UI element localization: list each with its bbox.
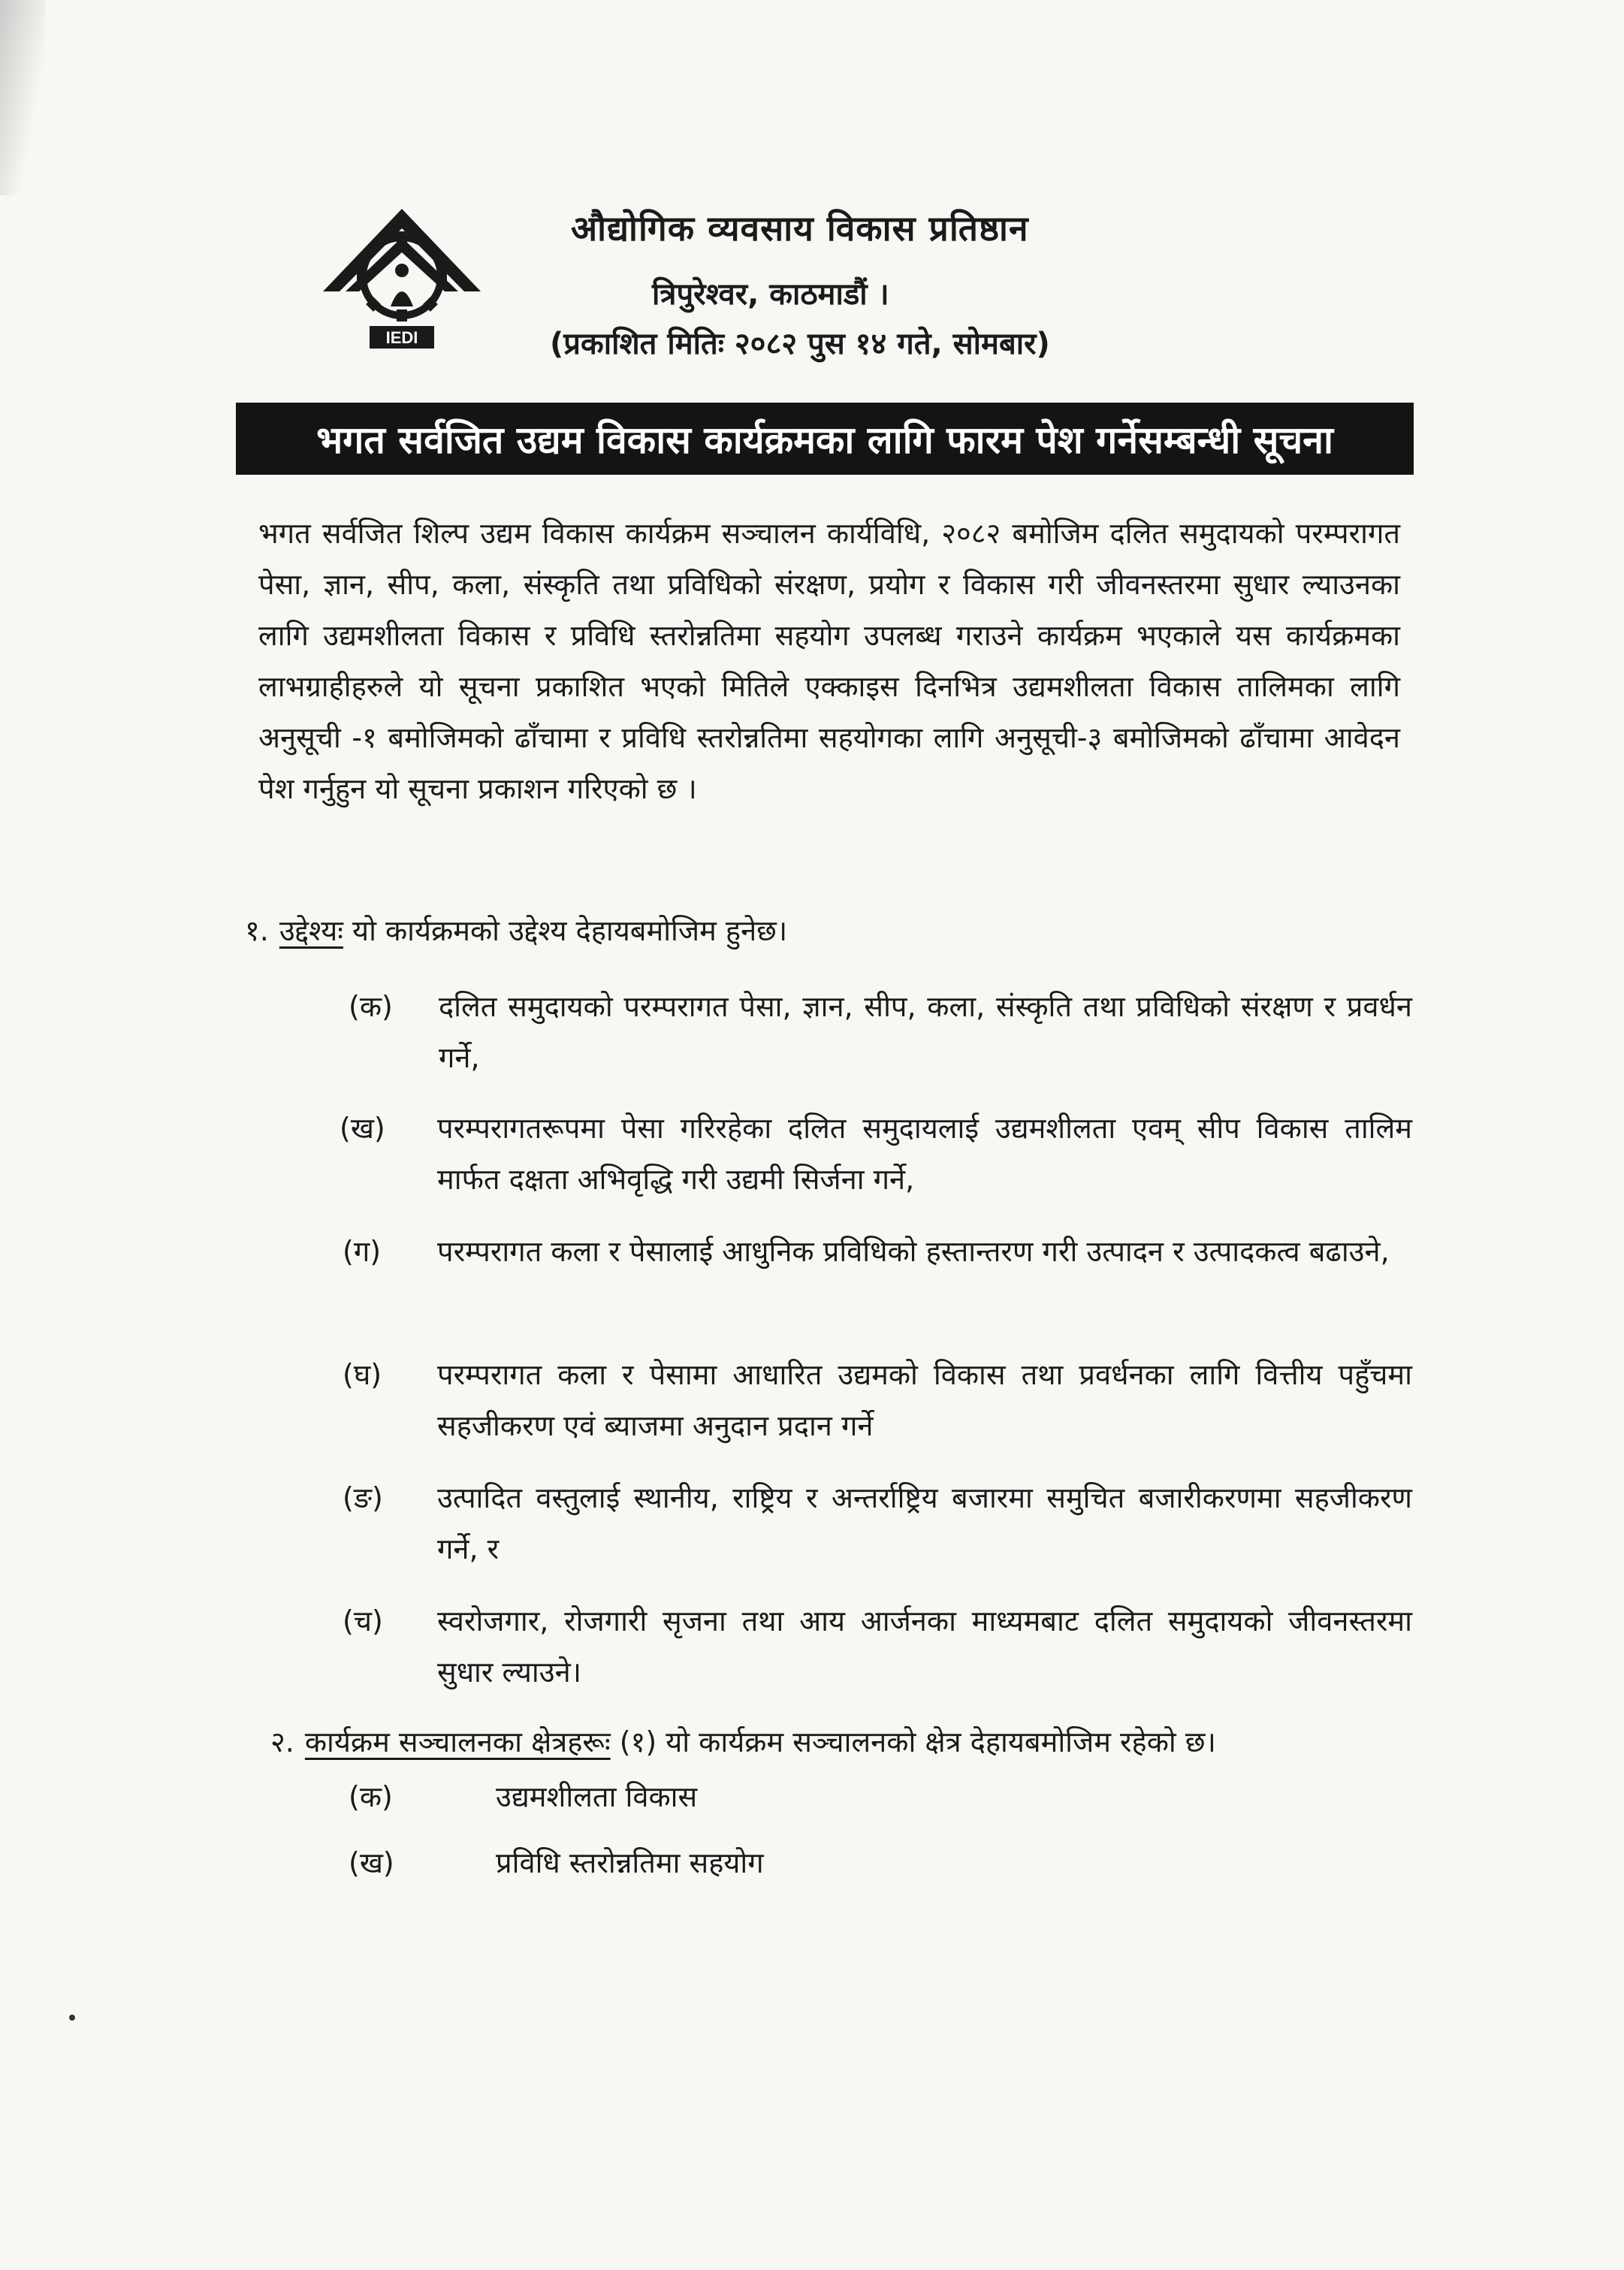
- list-item-marker: (घ): [343, 1358, 382, 1391]
- section-1-label: उद्देश्यः: [279, 914, 343, 947]
- list-item: [343, 1226, 1415, 1331]
- list-item-marker: (ख): [349, 1846, 394, 1879]
- page-fold-shadow: [0, 0, 45, 195]
- list-item-marker: (क): [349, 1780, 393, 1813]
- list-item: [349, 1837, 1025, 1890]
- section-1-heading: [245, 910, 787, 949]
- iedi-logo: [315, 201, 488, 359]
- list-item: [349, 1771, 1025, 1824]
- list-item-text: प्रविधि स्तरोन्नतिमा सहयोग: [496, 1846, 764, 1879]
- list-item: [340, 1103, 1415, 1208]
- logo-text: IEDI: [385, 328, 418, 347]
- section-1-number: १.: [245, 914, 269, 947]
- section-2-text: (१) यो कार्यक्रम सञ्चालनको क्षेत्र देहायबमोजिम रहेको छ।: [619, 1725, 1216, 1758]
- notice-title-banner: [236, 403, 1414, 475]
- organization-address: त्रिपुरेश्वर, काठमाडौं ।: [652, 277, 889, 312]
- list-item: [349, 981, 1415, 1086]
- list-item-marker: (क): [349, 990, 393, 1023]
- list-item-text: परम्परागतरूपमा पेसा गरिरहेका दलित समुदायलाई उद्यमशीलता एवम् सीप विकास तालिम मार्फत दक्षता अभिवृद्धि गरी उद्यमी सिर्जना गर्ने,: [437, 1112, 1412, 1196]
- section-1-text: यो कार्यक्रमको उद्देश्य देहायबमोजिम हुनेछ।: [352, 914, 788, 947]
- list-item-text: स्वरोजगार, रोजगारी सृजना तथा आय आर्जनका माध्यमबाट दलित समुदायको जीवनस्तरमा सुधार ल्याउने।: [437, 1604, 1412, 1689]
- iedi-logo-graphic: [315, 201, 488, 359]
- publication-date: (प्रकाशित मितिः २०८२ पुस १४ गते, सोमबार): [550, 327, 1050, 361]
- stray-mark: [69, 2015, 75, 2021]
- list-item-text: परम्परागत कला र पेसालाई आधुनिक प्रविधिको हस्तान्तरण गरी उत्पादन र उत्पादकत्व बढाउने,: [437, 1235, 1390, 1268]
- list-item-text: उत्पादित वस्तुलाई स्थानीय, राष्ट्रिय र अन्तर्राष्ट्रिय बजारमा समुचित बजारीकरणमा सहजीकरण गर्ने, र: [437, 1481, 1412, 1565]
- organization-name: औद्योगिक व्यवसाय विकास प्रतिष्ठान: [571, 208, 1029, 249]
- section-2-number: २.: [270, 1725, 294, 1758]
- list-item-text: उद्यमशीलता विकास: [496, 1780, 698, 1813]
- list-item-text: परम्परागत कला र पेसामा आधारित उद्यमको विकास तथा प्रवर्धनका लागि वित्तीय पहुँचमा सहजीकरण एवं ब्याजमा अनुदान प्रदान गर्ने: [437, 1358, 1412, 1442]
- notice-title: भगत सर्वजित उद्यम विकास कार्यक्रमका लागि फारम पेश गर्नेसम्बन्धी सूचना: [316, 418, 1333, 462]
- section-2-label: कार्यक्रम सञ्चालनका क्षेत्रहरूः: [304, 1725, 611, 1758]
- list-item: [343, 1472, 1415, 1577]
- list-item-marker: (च): [343, 1604, 383, 1638]
- section-2-heading: [270, 1722, 1412, 1761]
- list-item: [343, 1349, 1415, 1454]
- intro-paragraph: भगत सर्वजित शिल्प उद्यम विकास कार्यक्रम सञ्चालन कार्यविधि, २०८२ बमोजिम दलित समुदायको परम्परागत पेसा, ज्ञान, सीप, कला, संस्कृति तथा प्रविधिको संरक्षण, प्रयोग र विकास गरी जीवनस्तरमा सुधार ल्याउनका लागि उद्यमशीलता विकास र प्रविधि स्तरोन्नतिमा सहयोग उपलब्ध गराउने कार्यक्रम भएकाले यस कार्यक्रमका लाभग्राहीहरुले यो सूचना प्रकाशित भएको मितिले एक्काइस दिनभित्र उद्यमशीलता विकास तालिमका लागि अनुसूची -१ बमोजिमको ढाँचामा र प्रविधि स्तरोन्नतिमा सहयोगका लागि अनुसूची-३ बमोजिमको ढाँचामा आवेदन पेश गर्नुहुन यो सूचना प्रकाशन गरिएको छ ।: [258, 517, 1400, 805]
- list-item: [343, 1595, 1415, 1701]
- list-item-marker: (ङ): [343, 1481, 383, 1514]
- list-item-text: दलित समुदायको परम्परागत पेसा, ज्ञान, सीप, कला, संस्कृति तथा प्रविधिको संरक्षण र प्रवर्धन गर्ने,: [439, 990, 1412, 1074]
- list-item-marker: (ग): [343, 1235, 382, 1268]
- list-item-marker: (ख): [340, 1112, 385, 1145]
